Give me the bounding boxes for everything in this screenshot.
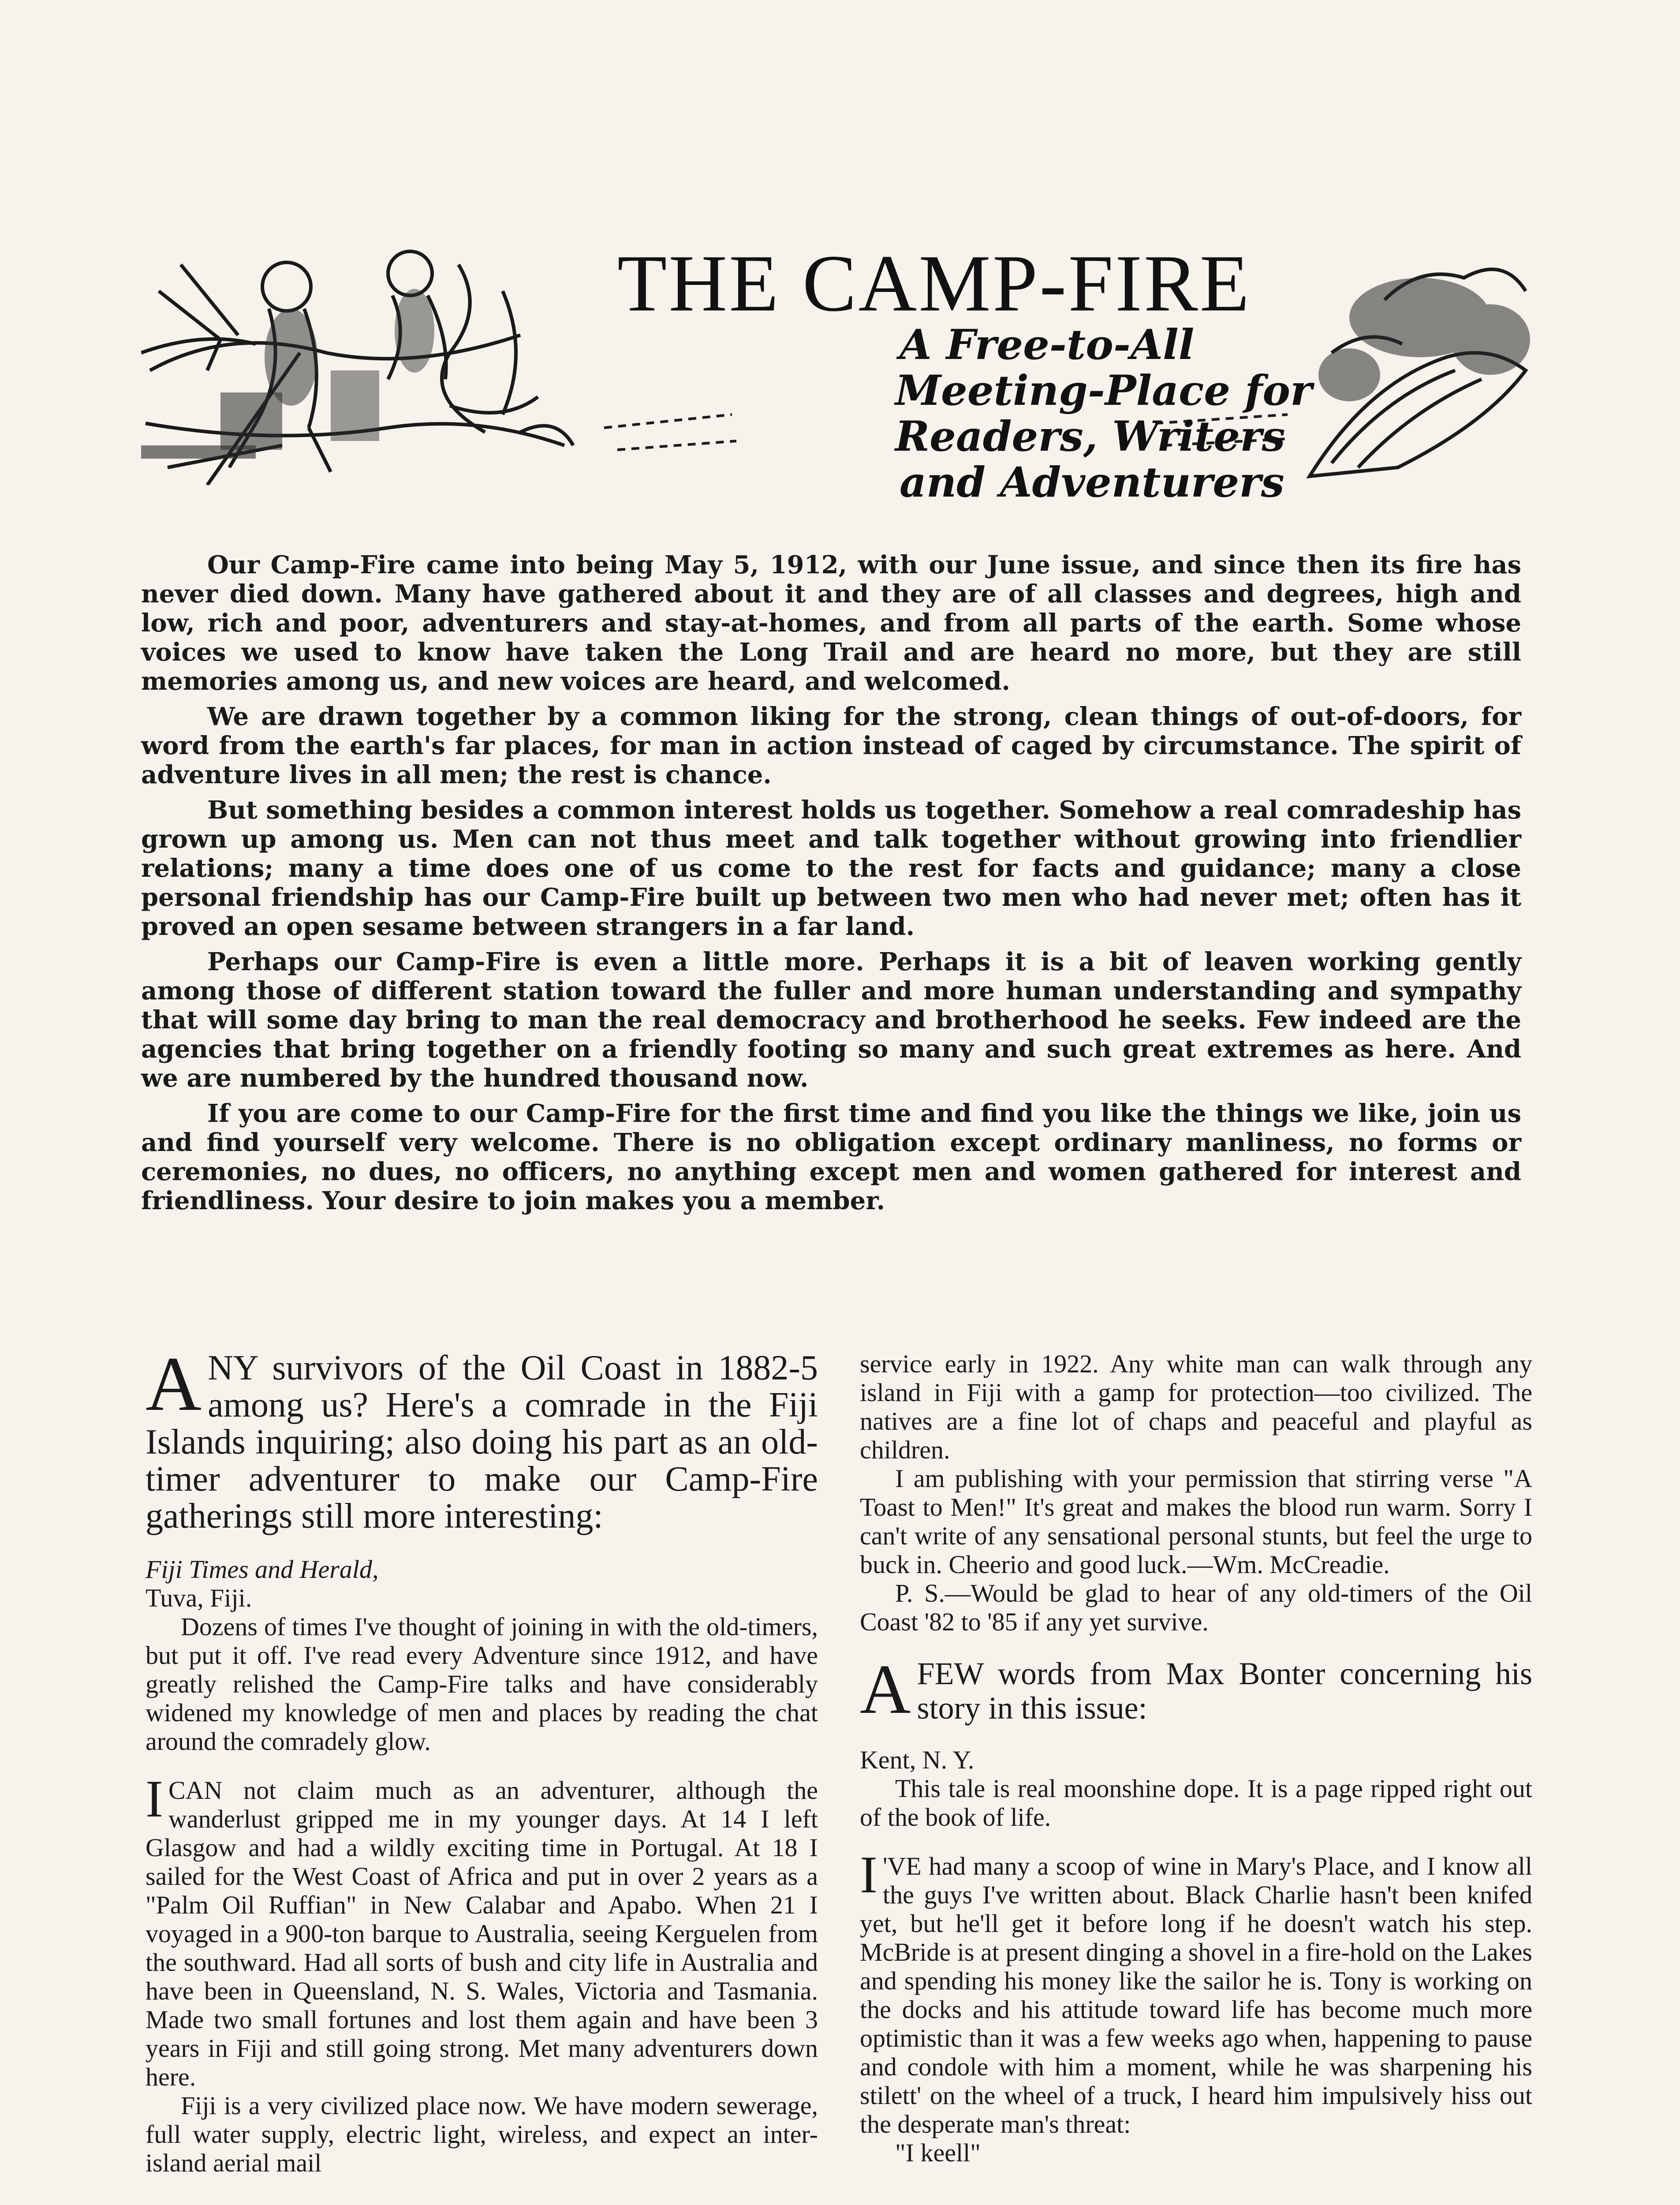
masthead-subtitle-line: Readers, Writers [895, 412, 1285, 461]
letter-paragraph: I am publishing with your permission that stirring verse "A Toast to Men!" It's great and makes the blood run warm. Sorry I can't write of any sensational personal stunts, but feel the urge to buck in. Cheerio and good luck.—Wm. McCreadie. [860, 1464, 1532, 1579]
intro-paragraph: We are drawn together by a common liking for the strong, clean things of out-of-doors, for word from the earth's far places, for man in action instead of caged by circumstance. The spirit of adventure lives in all men; the rest is chance. [141, 702, 1521, 789]
camp-fire-masthead [141, 238, 1530, 507]
drop-cap: A [860, 1650, 911, 1728]
letter-paragraph: Dozens of times I've thought of joining in with the old-timers, but put it off. I've read every Adventure since 1912, and have greatly relished the Camp-Fire talks and have considerably widened my knowledge of men and places by reading the chat around the comradely glow. [146, 1612, 818, 1756]
letter-paragraph-text: 'VE had many a scoop of wine in Mary's Place, and I know all the guys I've written about. Black Charlie hasn't been knifed yet, but he'll get it before long if he doesn't watch his step. McBride is at present dinging a shovel in a fire-hold on the Lakes and spending his money like the sailor he is. Tony is working on the docks and his attitude toward life has become much more optimistic than it was a few weeks ago when, happening to pause and condole with him a moment, while he was sharpening his stilett' on the wheel of a truck, I heard him impulsively hiss out the desperate man's threat: [860, 1852, 1532, 2138]
drop-cap: I [860, 1845, 877, 1904]
letter-quote: "I keell" [895, 2138, 981, 2167]
intro-paragraph: But something besides a common interest holds us together. Somehow a real comradeship has grown up among us. Men can not thus meet and talk together without growing into friendlier relations; many a time does one of us come to the rest for facts and guidance; many a close personal friendship has our Camp-Fire built up between two men who had never met; often has it proved an open sesame between strangers in a far land. [141, 796, 1521, 941]
right-column [860, 1349, 1532, 2167]
letter-paragraph: This tale is real moonshine dope. It is a page ripped right out of the book of life. [860, 1774, 1532, 1831]
drop-cap: I [146, 1769, 163, 1828]
letter-intro [860, 1650, 1532, 1728]
intro-paragraph: Perhaps our Camp-Fire is even a little more. Perhaps it is a bit of leaven working gently among those of different station toward the fuller and more human understanding and sympathy that will some day bring to man the real democracy and brotherhood he seeks. Few indeed are the agencies that bring together on a friendly footing so many and such great extremes as here. And we are numbered by the hundred thousand now. [141, 947, 1521, 1093]
letter-intro [146, 1341, 818, 1536]
letter-source: Fiji Times and Herald, [146, 1555, 379, 1584]
left-column [146, 1341, 818, 2177]
intro-paragraph: Our Camp-Fire came into being May 5, 1912, with our June issue, and since then its fire has never died down. Many have gathered about it and they are of all classes and degrees, high and low, rich and poor, adventurers and stay-at-homes, and from all parts of the earth. Some whose voices we used to know have taken the Long Trail and are heard no more, but they are still memories among us, and new voices are heard, and welcomed. [141, 550, 1521, 696]
drop-cap: A [146, 1341, 202, 1427]
letter-place: Kent, N. Y. [860, 1745, 974, 1774]
letter-paragraph [860, 1845, 1532, 2138]
masthead-subtitle-line: A Free-to-All [900, 321, 1195, 369]
masthead-subtitle-line: and Adventurers [900, 458, 1284, 507]
letter-place: Tuva, Fiji. [146, 1584, 252, 1612]
letter-paragraph [146, 1769, 818, 2091]
masthead-subtitle-line: Meeting-Place for [895, 366, 1312, 415]
intro-paragraph: If you are come to our Camp-Fire for the first time and find you like the things we like, join us and find yourself very welcome. There is no obligation except ordinary manliness, no forms or ceremonies, no dues, no officers, no anything except men and women gathered for interest and friendliness. Your desire to join makes you a member. [141, 1099, 1521, 1215]
masthead-title: THE CAMP-FIRE [617, 238, 1251, 328]
letter-paragraph: Fiji is a very civilized place now. We have modern sewerage, full water supply, electric light, wireless, and expect an inter-island aerial mail [146, 2091, 818, 2177]
letter-postscript: P. S.—Would be glad to hear of any old-timers of the Oil Coast '82 to '85 if any yet survive. [860, 1579, 1532, 1636]
intro-text [141, 550, 1521, 1222]
letter-intro-text: NY survivors of the Oil Coast in 1882-5 among us? Here's a comrade in the Fiji Islands inquiring; also doing his part as an old-timer adventurer to make our Camp-Fire gatherings still more interesting: [146, 1349, 818, 1536]
letter-paragraph-text: CAN not claim much as an adventurer, although the wanderlust gripped me in my younger days. At 14 I left Glasgow and had a wildly exciting time in Portugal. At 18 I sailed for the West Coast of Africa and put in over 2 years as a "Palm Oil Ruffian" in New Calabar and Apabo. When 21 I voyaged in a 900-ton barque to Australia, seeing Kerguelen from the southward. Had all sorts of bush and city life in Australia and have been in Queensland, N. S. Wales, Victoria and Tasmania. Made two small fortunes and lost them again and have been 3 years in Fiji and still going strong. Met many adventurers down here. [146, 1776, 818, 2091]
letter-paragraph: service early in 1922. Any white man can walk through any island in Fiji with a gamp for protection—too civilized. The natives are a fine lot of chaps and peaceful and playful as children. [860, 1349, 1532, 1464]
letter-intro-text: FEW words from Max Bonter concerning his story in this issue: [917, 1656, 1532, 1726]
masthead-subtitle [750, 322, 1367, 505]
